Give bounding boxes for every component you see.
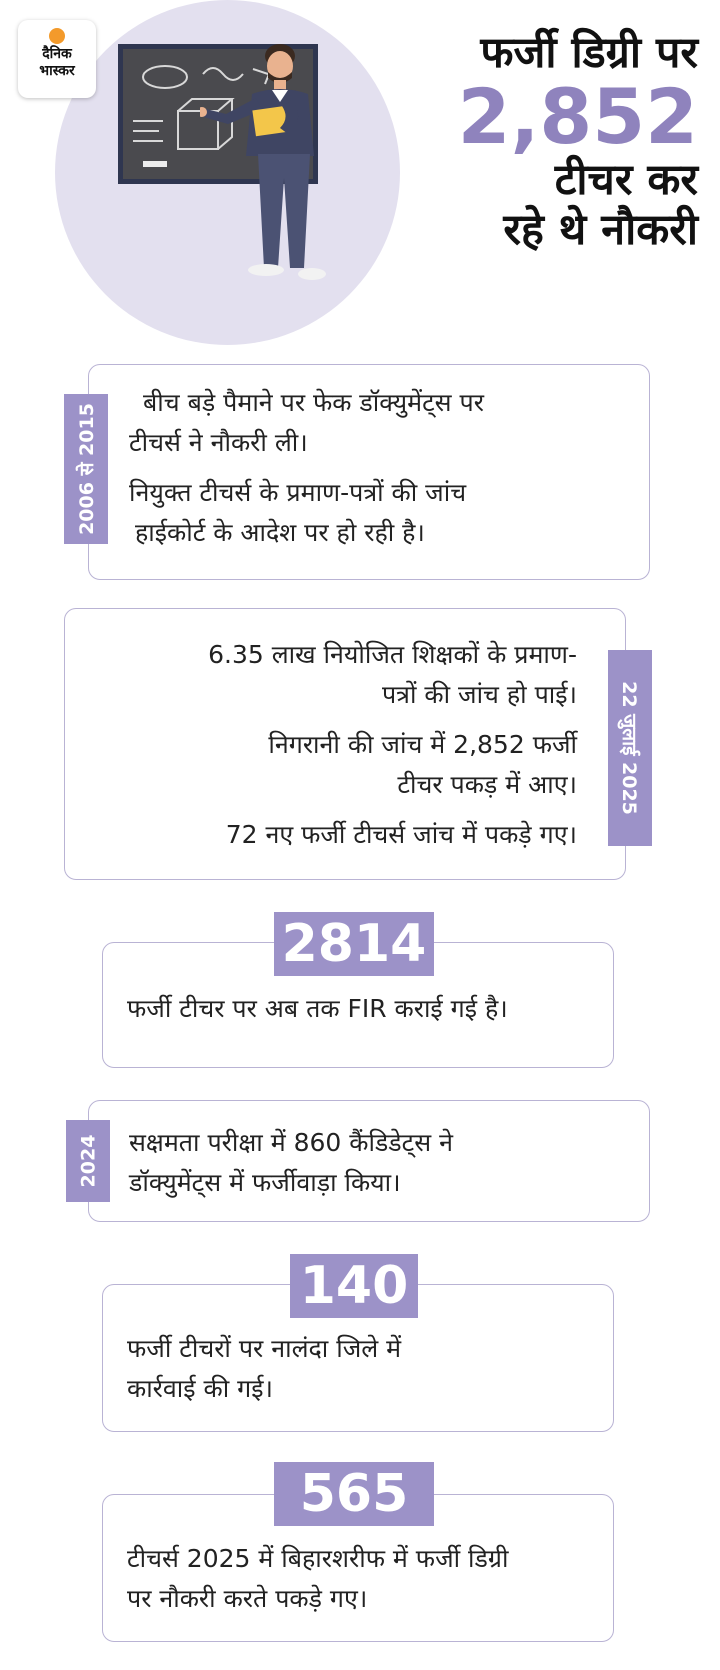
card-text: बीच बड़े पैमाने पर फेक डॉक्युमेंट्स पर <box>143 388 484 417</box>
card-text: पत्रों की जांच हो पाई। <box>381 680 577 709</box>
card-text: डॉक्युमेंट्स में फर्जीवाड़ा किया। <box>129 1168 401 1197</box>
timeline-period-tab: 22 जुलाई 2025 <box>608 650 652 846</box>
card-text: सक्षमता परीक्षा में 860 कैंडिडेट्स ने <box>129 1128 454 1157</box>
teacher-illustration <box>200 38 340 288</box>
card-text: फर्जी टीचरों पर नालंदा जिले में <box>127 1334 402 1363</box>
timeline-period-tab: 2024 <box>66 1120 110 1202</box>
stat-value: 140 <box>290 1254 418 1318</box>
headline-line2: टीचर कर <box>554 154 698 205</box>
card-text: पर नौकरी करते पकड़े गए। <box>127 1584 368 1613</box>
card-text: नियुक्त टीचर्स के प्रमाण-पत्रों की जांच <box>129 478 467 507</box>
stat-value: 565 <box>274 1462 434 1526</box>
card-text: 6.35 लाख नियोजित शिक्षकों के प्रमाण- <box>208 640 577 669</box>
timeline-card-july-2025 <box>64 608 626 880</box>
card-text: टीचर्स 2025 में बिहारशरीफ में फर्जी डिग्री <box>127 1544 509 1573</box>
stat-value: 2814 <box>274 912 434 976</box>
headline <box>458 28 698 256</box>
timeline-card-2024 <box>88 1100 650 1222</box>
timeline-period-tab: 2006 से 2015 <box>64 394 108 544</box>
logo-text-line1: दैनिक <box>42 46 72 62</box>
card-text: फर्जी टीचर पर अब तक FIR कराई गई है। <box>127 994 508 1023</box>
logo-text-line2: भास्कर <box>39 63 75 79</box>
timeline-card-2006-2015 <box>88 364 650 580</box>
card-text: टीचर पकड़ में आए। <box>397 770 577 799</box>
card-text: 72 नए फर्जी टीचर्स जांच में पकड़े गए। <box>225 820 577 849</box>
headline-line1: फर्जी डिग्री पर <box>480 28 698 78</box>
brand-logo[interactable] <box>18 20 96 98</box>
card-text: निगरानी की जांच में 2,852 फर्जी <box>268 730 577 759</box>
logo-sun-icon <box>49 28 65 44</box>
card-text: हाईकोर्ट के आदेश पर हो रही है। <box>135 518 425 547</box>
headline-number: 2,852 <box>457 71 698 161</box>
headline-line3: रहे थे नौकरी <box>503 205 698 256</box>
card-text: कार्रवाई की गई। <box>127 1374 273 1403</box>
card-text: टीचर्स ने नौकरी ली। <box>129 428 308 457</box>
